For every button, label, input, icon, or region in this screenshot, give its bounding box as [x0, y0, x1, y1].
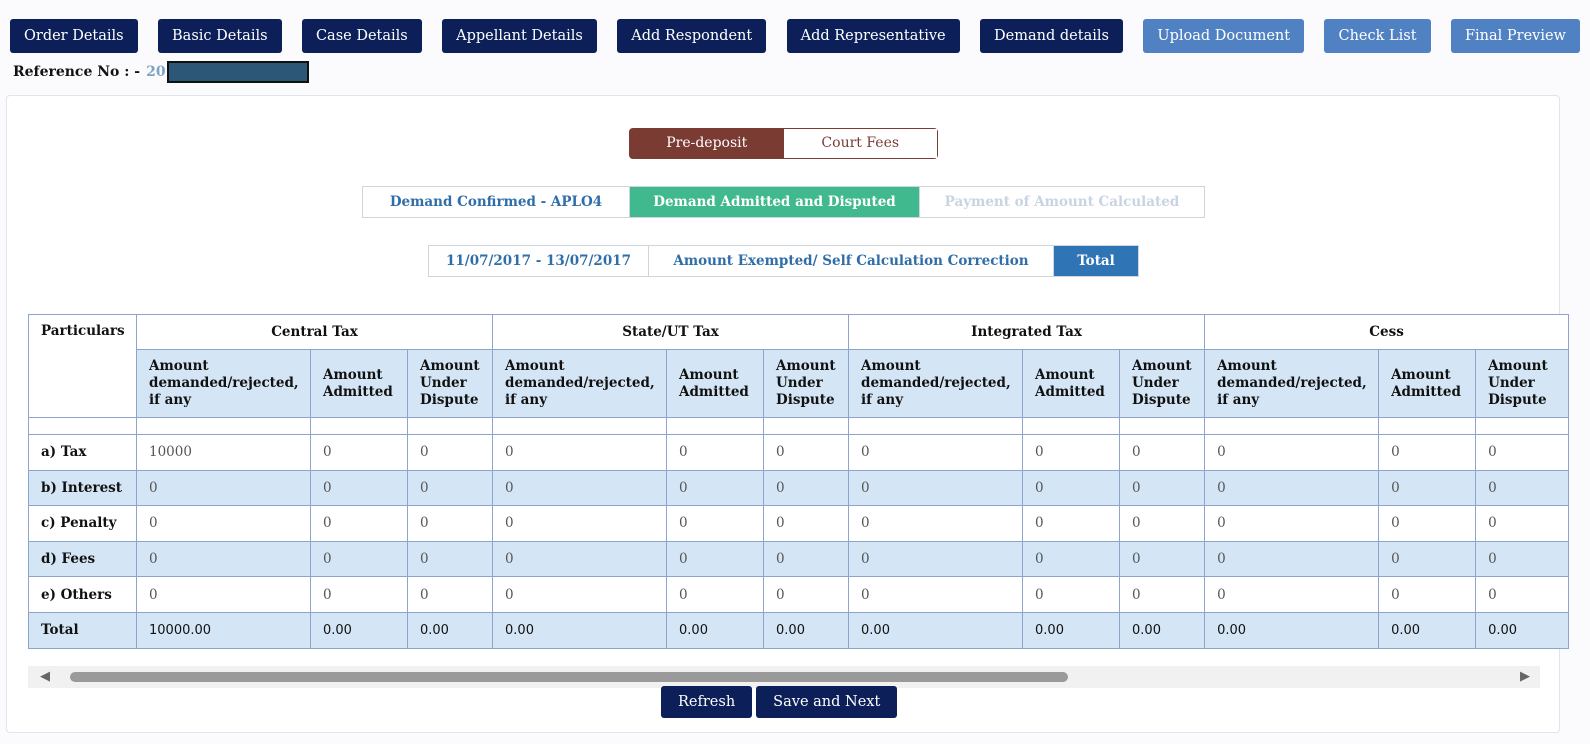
tab-demand-confirmed[interactable]: Demand Confirmed - APLO4	[363, 187, 630, 217]
amount-cell[interactable]: 0	[1120, 577, 1205, 613]
central-tax-header: Central Tax	[137, 315, 493, 350]
amount-cell[interactable]: 0	[764, 506, 849, 542]
final-preview-button[interactable]: Final Preview	[1451, 19, 1580, 53]
amount-cell[interactable]: 0	[408, 541, 493, 577]
amount-cell[interactable]: 0	[1023, 435, 1120, 471]
fee-type-toggle	[629, 128, 938, 159]
add-representative-button[interactable]: Add Representative	[787, 19, 960, 53]
amount-cell[interactable]: 0	[1205, 506, 1379, 542]
action-buttons	[661, 686, 897, 718]
amount-cell[interactable]: 0	[408, 506, 493, 542]
amount-cell[interactable]: 0	[493, 577, 667, 613]
amount-cell[interactable]: 0	[667, 541, 764, 577]
row-label: Total	[29, 612, 137, 648]
row-label: e) Others	[29, 577, 137, 613]
amount-cell[interactable]: 0	[849, 541, 1023, 577]
upload-document-button[interactable]: Upload Document	[1143, 19, 1304, 53]
amount-cell[interactable]: 0	[408, 577, 493, 613]
save-and-next-button[interactable]: Save and Next	[756, 686, 897, 718]
col-header-admitted: Amount Admitted	[1379, 350, 1476, 418]
scroll-left-arrow-icon[interactable]: ◀	[40, 669, 50, 684]
amount-cell[interactable]: 0	[849, 577, 1023, 613]
amount-cell[interactable]: 0	[311, 541, 408, 577]
demand-table-container	[28, 314, 1548, 649]
case-details-button[interactable]: Case Details	[302, 19, 422, 53]
scroll-right-arrow-icon[interactable]: ▶	[1520, 669, 1530, 684]
amount-cell[interactable]: 0	[1379, 541, 1476, 577]
amount-cell[interactable]: 0	[667, 435, 764, 471]
col-header-dispute: Amount Under Dispute	[1120, 350, 1205, 418]
col-header-demanded: Amount demanded/rejected, if any	[849, 350, 1023, 418]
amount-cell[interactable]: 0	[1476, 577, 1569, 613]
amount-cell[interactable]: 0	[408, 435, 493, 471]
amount-cell[interactable]: 0	[1120, 470, 1205, 506]
reference-label: Reference No : -	[13, 64, 141, 80]
demand-tabs	[362, 186, 1205, 218]
predeposit-toggle[interactable]: Pre-deposit	[630, 129, 784, 158]
tab-payment-calculated[interactable]: Payment of Amount Calculated	[944, 194, 1180, 210]
row-label: c) Penalty	[29, 506, 137, 542]
col-header-admitted: Amount Admitted	[1023, 350, 1120, 418]
row-label: a) Tax	[29, 435, 137, 471]
amount-cell[interactable]: 0	[667, 470, 764, 506]
table-row	[29, 506, 1569, 542]
amount-cell[interactable]: 0	[1023, 541, 1120, 577]
amount-cell: 0.00	[1476, 612, 1569, 648]
row-label: d) Fees	[29, 541, 137, 577]
amount-cell[interactable]: 0	[1379, 506, 1476, 542]
amount-cell[interactable]: 0	[849, 435, 1023, 471]
demand-table	[28, 314, 1569, 649]
amount-cell: 0.00	[1023, 612, 1120, 648]
order-details-button[interactable]: Order Details	[10, 19, 138, 53]
col-header-dispute: Amount Under Dispute	[764, 350, 849, 418]
integrated-tax-header: Integrated Tax	[849, 315, 1205, 350]
amount-cell: 0.00	[408, 612, 493, 648]
demand-table-body	[29, 418, 1569, 649]
col-header-admitted: Amount Admitted	[311, 350, 408, 418]
table-spacer-row	[29, 418, 1569, 435]
table-row	[29, 577, 1569, 613]
amount-cell[interactable]: 0	[137, 506, 311, 542]
cess-header: Cess	[1205, 315, 1569, 350]
check-list-button[interactable]: Check List	[1324, 19, 1430, 53]
amount-cell[interactable]: 0	[408, 470, 493, 506]
particulars-header: Particulars	[29, 315, 137, 418]
col-header-admitted: Amount Admitted	[667, 350, 764, 418]
tab-demand-admitted-disputed[interactable]: Demand Admitted and Disputed	[630, 187, 920, 217]
amount-cell: 0.00	[1120, 612, 1205, 648]
amount-cell[interactable]: 0	[311, 435, 408, 471]
amount-cell[interactable]: 0	[667, 577, 764, 613]
amount-cell[interactable]: 0	[1379, 577, 1476, 613]
amount-cell[interactable]: 0	[1120, 435, 1205, 471]
amount-cell: 10000.00	[137, 612, 311, 648]
col-header-dispute: Amount Under Dispute	[408, 350, 493, 418]
amount-cell[interactable]: 0	[849, 506, 1023, 542]
period-tabs	[428, 245, 1139, 277]
amount-cell[interactable]: 0	[1379, 470, 1476, 506]
col-header-demanded: Amount demanded/rejected, if any	[493, 350, 667, 418]
amount-cell[interactable]: 0	[1476, 506, 1569, 542]
amount-cell: 0.00	[667, 612, 764, 648]
court-fees-toggle[interactable]: Court Fees	[784, 129, 938, 158]
add-respondent-button[interactable]: Add Respondent	[617, 19, 766, 53]
amount-cell[interactable]: 0	[311, 577, 408, 613]
amount-cell[interactable]: 0	[1476, 435, 1569, 471]
amount-cell[interactable]: 0	[1205, 577, 1379, 613]
amount-cell: 0.00	[311, 612, 408, 648]
table-row	[29, 541, 1569, 577]
reference-redaction	[167, 61, 309, 83]
refresh-button[interactable]: Refresh	[661, 686, 752, 718]
amount-cell[interactable]: 0	[493, 470, 667, 506]
amount-cell[interactable]: 0	[311, 506, 408, 542]
amount-cell[interactable]: 0	[1120, 541, 1205, 577]
appellant-details-button[interactable]: Appellant Details	[442, 19, 597, 53]
state-ut-tax-header: State/UT Tax	[493, 315, 849, 350]
table-row	[29, 435, 1569, 471]
tab-period-date[interactable]: 11/07/2017 - 13/07/2017	[429, 246, 649, 276]
amount-cell[interactable]: 0	[493, 541, 667, 577]
tab-total[interactable]: Total	[1054, 246, 1138, 276]
reference-number	[13, 61, 309, 83]
amount-cell[interactable]: 0	[1023, 577, 1120, 613]
amount-cell: 0.00	[849, 612, 1023, 648]
table-row	[29, 470, 1569, 506]
row-label: b) Interest	[29, 470, 137, 506]
amount-cell[interactable]: 0	[849, 470, 1023, 506]
amount-cell[interactable]: 0	[764, 435, 849, 471]
amount-cell[interactable]: 0	[1205, 435, 1379, 471]
col-header-demanded: Amount demanded/rejected, if any	[137, 350, 311, 418]
amount-cell[interactable]: 0	[1023, 506, 1120, 542]
amount-cell[interactable]: 0	[764, 577, 849, 613]
amount-cell[interactable]: 0	[1476, 541, 1569, 577]
amount-cell[interactable]: 10000	[137, 435, 311, 471]
scrollbar-thumb[interactable]	[70, 672, 1068, 682]
amount-cell[interactable]: 0	[493, 435, 667, 471]
amount-cell[interactable]: 0	[1379, 435, 1476, 471]
amount-cell[interactable]: 0	[1205, 541, 1379, 577]
col-header-dispute: Amount Under Dispute	[1476, 350, 1569, 418]
amount-cell: 0.00	[764, 612, 849, 648]
amount-cell: 0.00	[1379, 612, 1476, 648]
amount-cell: 0.00	[493, 612, 667, 648]
col-header-demanded: Amount demanded/rejected, if any	[1205, 350, 1379, 418]
tab-amount-exempted[interactable]: Amount Exempted/ Self Calculation Correction	[649, 246, 1054, 276]
table-row	[29, 612, 1569, 648]
reference-prefix: 20	[146, 64, 166, 80]
horizontal-scrollbar[interactable]	[28, 666, 1540, 688]
amount-cell[interactable]: 0	[1023, 470, 1120, 506]
top-navigation	[10, 19, 1580, 53]
amount-cell[interactable]: 0	[1205, 470, 1379, 506]
amount-cell[interactable]: 0	[1476, 470, 1569, 506]
amount-cell[interactable]: 0	[493, 506, 667, 542]
amount-cell: 0.00	[1205, 612, 1379, 648]
amount-cell[interactable]: 0	[311, 470, 408, 506]
demand-panel	[6, 95, 1560, 733]
amount-cell[interactable]: 0	[137, 470, 311, 506]
basic-details-button[interactable]: Basic Details	[158, 19, 282, 53]
amount-cell[interactable]: 0	[764, 470, 849, 506]
demand-details-button[interactable]: Demand details	[980, 19, 1123, 53]
amount-cell[interactable]: 0	[137, 541, 311, 577]
amount-cell[interactable]: 0	[1120, 506, 1205, 542]
amount-cell[interactable]: 0	[137, 577, 311, 613]
amount-cell[interactable]: 0	[667, 506, 764, 542]
amount-cell[interactable]: 0	[764, 541, 849, 577]
